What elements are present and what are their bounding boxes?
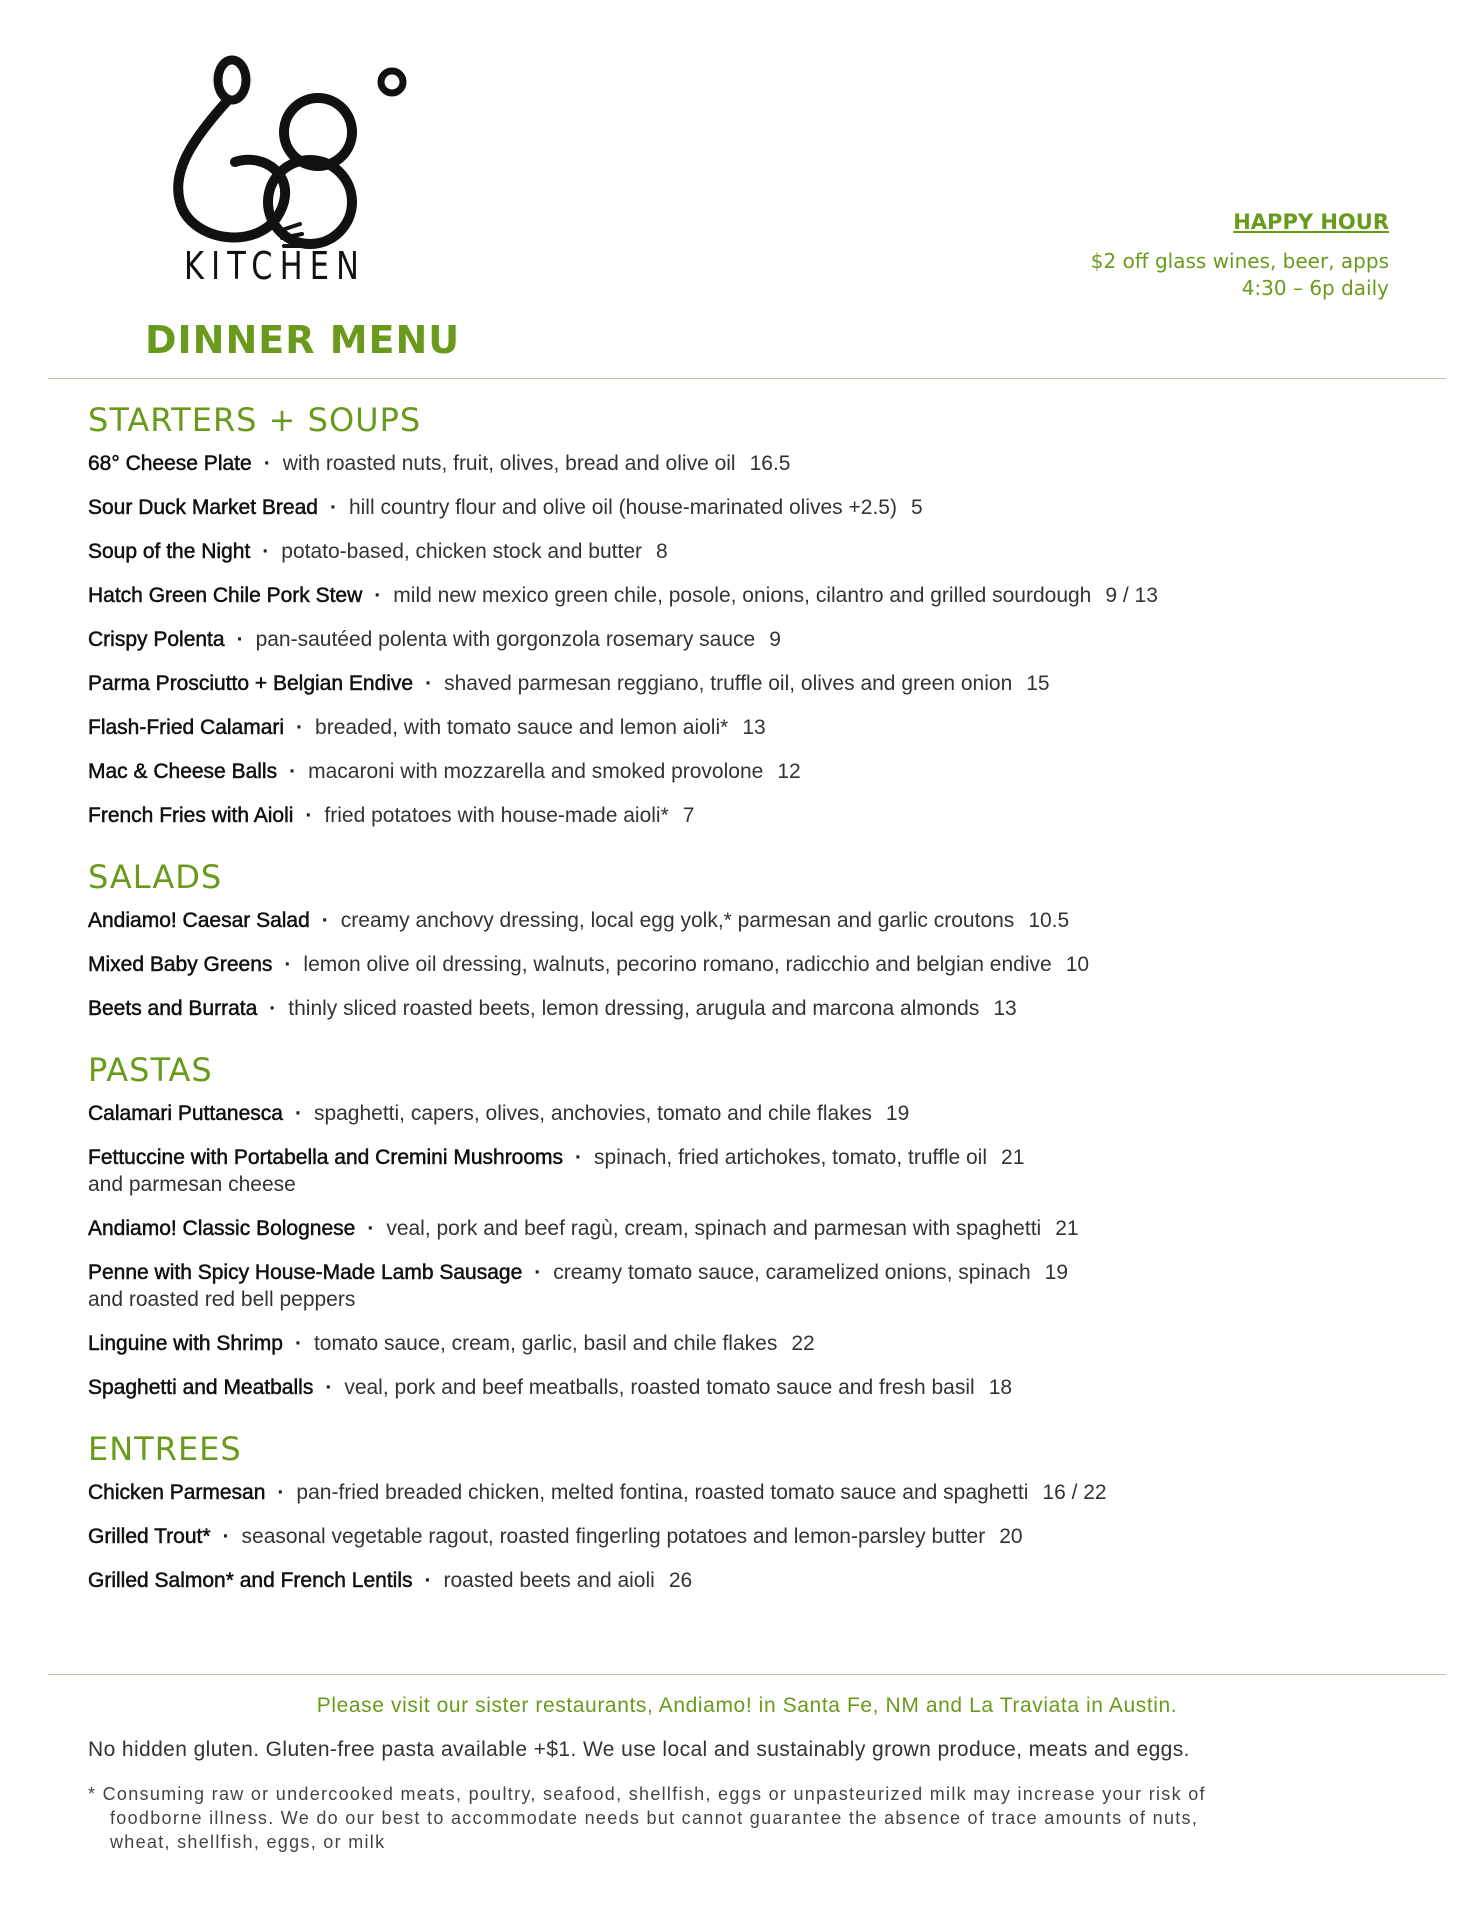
menu-item xyxy=(88,626,1418,653)
item-description: thinly sliced roasted beets, lemon dressing, arugula and marcona almonds xyxy=(288,997,980,1020)
item-description: pan-sautéed polenta with gorgonzola rosemary sauce xyxy=(255,628,756,651)
divider xyxy=(48,378,1446,379)
separator-dot: · xyxy=(296,716,304,739)
gluten-note: No hidden gluten. Gluten-free pasta available +$1. We use local and sustainably grown produce, meats and eggs. xyxy=(88,1738,1190,1761)
item-description: spinach, fried artichokes, tomato, truffle oil xyxy=(594,1146,988,1169)
item-name: Flash-Fried Calamari xyxy=(88,716,285,739)
menu-section xyxy=(88,855,1418,1022)
item-description: mild new mexico green chile, posole, onions, cilantro and grilled sourdough xyxy=(393,584,1092,607)
menu-item xyxy=(88,1374,1418,1401)
item-price: 16.5 xyxy=(749,452,791,475)
menu-item xyxy=(88,907,1418,934)
section-title: PASTAS xyxy=(88,1051,213,1089)
item-price: 13 xyxy=(742,716,766,739)
item-description: pan-fried breaded chicken, melted fontina, roasted tomato sauce and spaghetti xyxy=(296,1481,1029,1504)
menu-item xyxy=(88,1330,1418,1357)
separator-dot: · xyxy=(374,584,382,607)
item-price: 15 xyxy=(1026,672,1050,695)
item-price: 5 xyxy=(910,496,923,519)
separator-dot: · xyxy=(263,452,271,475)
menu-item xyxy=(88,450,1418,477)
item-description: roasted beets and aioli xyxy=(443,1569,655,1592)
separator-dot: · xyxy=(222,1525,230,1548)
item-price: 9 xyxy=(769,628,781,651)
separator-dot: · xyxy=(534,1261,542,1284)
item-name: French Fries with Aioli xyxy=(88,804,294,827)
separator-dot: · xyxy=(289,760,297,783)
restaurant-logo xyxy=(170,52,420,302)
item-description: macaroni with mozzarella and smoked provolone xyxy=(308,760,764,783)
menu-item xyxy=(88,1144,1418,1198)
item-price: 26 xyxy=(668,1569,693,1592)
menu-item xyxy=(88,1523,1418,1550)
disclaimer-line: foodborne illness. We do our best to accommodate needs but cannot guarantee the absence of trace amounts of nuts, xyxy=(110,1808,1199,1828)
item-price: 19 xyxy=(885,1102,910,1125)
separator-dot: · xyxy=(329,496,337,519)
separator-dot: · xyxy=(284,953,292,976)
happy-hour-title: HAPPY HOUR xyxy=(1233,210,1389,234)
separator-dot: · xyxy=(277,1481,285,1504)
menu-item xyxy=(88,758,1418,785)
item-price: 12 xyxy=(777,760,801,783)
menu-item xyxy=(88,951,1418,978)
logo-mark-icon xyxy=(170,52,420,252)
item-description: seasonal vegetable ragout, roasted fingerling potatoes and lemon-parsley butter xyxy=(241,1525,986,1548)
separator-dot: · xyxy=(294,1102,302,1125)
item-price: 21 xyxy=(1001,1146,1025,1169)
item-description: creamy anchovy dressing, local egg yolk,* parmesan and garlic croutons xyxy=(340,909,1015,932)
item-name: Fettuccine with Portabella and Cremini Mushrooms xyxy=(88,1146,564,1169)
separator-dot: · xyxy=(321,909,329,932)
menu-item xyxy=(88,494,1418,521)
item-price: 21 xyxy=(1055,1217,1079,1240)
menu-sections xyxy=(88,398,1418,1620)
item-price: 22 xyxy=(791,1332,815,1355)
menu-item xyxy=(88,582,1418,609)
item-description: veal, pork and beef ragù, cream, spinach and parmesan with spaghetti xyxy=(386,1217,1042,1240)
happy-hour-block xyxy=(1091,210,1389,302)
separator-dot: · xyxy=(367,1217,375,1240)
item-name: Crispy Polenta xyxy=(88,628,225,651)
item-description: breaded, with tomato sauce and lemon aioli* xyxy=(315,716,729,739)
menu-item xyxy=(88,1567,1418,1594)
logo-wordmark: KITCHEN xyxy=(184,244,367,288)
item-description: creamy tomato sauce, caramelized onions, spinach xyxy=(553,1261,1031,1284)
menu-item xyxy=(88,995,1418,1022)
item-name: 68° Cheese Plate xyxy=(88,452,252,475)
item-name: Sour Duck Market Bread xyxy=(88,496,318,519)
item-description-continued: and parmesan cheese xyxy=(88,1173,296,1196)
item-name: Mac & Cheese Balls xyxy=(88,760,278,783)
menu-item xyxy=(88,1479,1418,1506)
item-name: Linguine with Shrimp xyxy=(88,1332,283,1355)
separator-dot: · xyxy=(305,804,313,827)
menu-item xyxy=(88,538,1418,565)
item-name: Andiamo! Caesar Salad xyxy=(88,909,310,932)
item-name: Parma Prosciutto + Belgian Endive xyxy=(88,672,414,695)
item-description: tomato sauce, cream, garlic, basil and chile flakes xyxy=(313,1332,778,1355)
item-name: Mixed Baby Greens xyxy=(88,953,273,976)
item-price: 9 / 13 xyxy=(1105,584,1158,607)
item-name: Penne with Spicy House-Made Lamb Sausage xyxy=(88,1261,523,1284)
item-price: 13 xyxy=(993,997,1017,1020)
separator-dot: · xyxy=(294,1332,302,1355)
section-title: SALADS xyxy=(88,858,223,896)
item-price: 10 xyxy=(1065,953,1090,976)
separator-dot: · xyxy=(262,540,270,563)
item-price: 10.5 xyxy=(1028,909,1070,932)
item-price: 19 xyxy=(1044,1261,1069,1284)
item-name: Hatch Green Chile Pork Stew xyxy=(88,584,363,607)
item-price: 8 xyxy=(656,540,668,563)
menu-item xyxy=(88,714,1418,741)
disclaimer-line: wheat, shellfish, eggs, or milk xyxy=(110,1832,386,1852)
separator-dot: · xyxy=(425,672,433,695)
item-description: potato-based, chicken stock and butter xyxy=(281,540,643,563)
disclaimer-line: * Consuming raw or undercooked meats, poultry, seafood, shellfish, eggs or unpasteurized milk may increase your risk of xyxy=(88,1784,1206,1804)
item-name: Grilled Salmon* and French Lentils xyxy=(88,1569,413,1592)
separator-dot: · xyxy=(575,1146,583,1169)
menu-item xyxy=(88,1215,1418,1242)
item-name: Soup of the Night xyxy=(88,540,251,563)
item-price: 20 xyxy=(999,1525,1023,1548)
health-disclaimer xyxy=(88,1782,1418,1854)
section-title: ENTREES xyxy=(88,1430,242,1468)
menu-item xyxy=(88,1259,1418,1313)
section-title: STARTERS + SOUPS xyxy=(88,401,422,439)
item-description: veal, pork and beef meatballs, roasted tomato sauce and fresh basil xyxy=(344,1376,975,1399)
item-price: 18 xyxy=(988,1376,1013,1399)
menu-item xyxy=(88,802,1418,829)
sister-restaurants-note: Please visit our sister restaurants, Andiamo! in Santa Fe, NM and La Traviata in Austin. xyxy=(316,1694,1178,1717)
item-name: Grilled Trout* xyxy=(88,1525,211,1548)
menu-section xyxy=(88,1048,1418,1401)
menu-section xyxy=(88,398,1418,829)
item-price: 16 / 22 xyxy=(1042,1481,1107,1504)
item-description: with roasted nuts, fruit, olives, bread and olive oil xyxy=(282,452,736,475)
item-description-continued: and roasted red bell peppers xyxy=(88,1288,356,1311)
separator-dot: · xyxy=(424,1569,432,1592)
item-name: Andiamo! Classic Bolognese xyxy=(88,1217,356,1240)
item-description: hill country flour and olive oil (house-marinated olives +2.5) xyxy=(348,496,897,519)
divider xyxy=(48,1674,1446,1675)
menu-item xyxy=(88,670,1418,697)
separator-dot: · xyxy=(325,1376,333,1399)
item-description: fried potatoes with house-made aioli* xyxy=(324,804,669,827)
item-name: Calamari Puttanesca xyxy=(88,1102,283,1125)
menu-section xyxy=(88,1427,1418,1594)
item-name: Beets and Burrata xyxy=(88,997,258,1020)
menu-item xyxy=(88,1100,1418,1127)
item-name: Spaghetti and Meatballs xyxy=(88,1376,314,1399)
separator-dot: · xyxy=(269,997,277,1020)
happy-hour-offer: $2 off glass wines, beer, apps xyxy=(1090,249,1389,273)
item-description: lemon olive oil dressing, walnuts, pecorino romano, radicchio and belgian endive xyxy=(303,953,1052,976)
happy-hour-time: 4:30 – 6p daily xyxy=(1241,276,1389,300)
item-description: spaghetti, capers, olives, anchovies, tomato and chile flakes xyxy=(313,1102,872,1125)
item-name: Chicken Parmesan xyxy=(88,1481,266,1504)
separator-dot: · xyxy=(236,628,244,651)
item-price: 7 xyxy=(682,804,695,827)
page-title: DINNER MENU xyxy=(145,318,461,362)
item-description: shaved parmesan reggiano, truffle oil, olives and green onion xyxy=(444,672,1013,695)
